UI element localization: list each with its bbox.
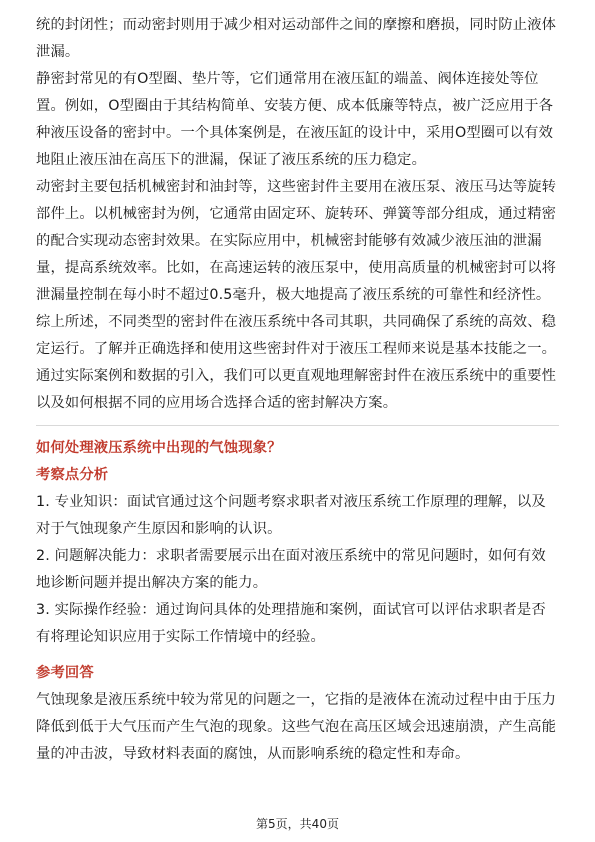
analysis-item: 3. 实际操作经验：通过询问具体的处理措施和案例，面试官可以评估求职者是否有将理论知识应用于实际工作情境中的经验。 bbox=[36, 602, 546, 645]
body-paragraph: 动密封主要包括机械密封和油封等，这些密封件主要用在液压泵、液压马达等旋转部件上。以机械密封为例，它通常由固定环、旋转环、弹簧等部分组成，通过精密的配合实现动态密封效果。在实际应用中，机械密封能够有效减少液压油的泄漏量，提高系统效率。比如，在高速运转的液压泵中，使用高质量的机械密封可以将泄漏量控制在每小时不超过0.5毫升，极大地提高了液压系统的可靠性和经济性。 bbox=[36, 179, 557, 303]
body-paragraph: 综上所述，不同类型的密封件在液压系统中各司其职，共同确保了系统的高效、稳定运行。了解并正确选择和使用这些密封件对于液压工程师来说是基本技能之一。通过实际案例和数据的引入，我们可以更直观地理解密封件在液压系统中的重要性以及如何根据不同的应用场合选择合适的密封解决方案。 bbox=[36, 314, 557, 411]
analysis-item: 1. 专业知识：面试官通过这个问题考察求职者对液压系统工作原理的理解，以及对于气蚀现象产生原因和影响的认识。 bbox=[36, 494, 546, 537]
question-heading: 如何处理液压系统中出现的气蚀现象？ bbox=[36, 440, 282, 456]
section-divider bbox=[36, 425, 559, 426]
analysis-item: 2. 问题解决能力：求职者需要展示出在面对液压系统中的常见问题时，如何有效地诊断问题并提出解决方案的能力。 bbox=[36, 548, 546, 591]
answer-paragraph: 气蚀现象是液压系统中较为常见的问题之一，它指的是液体在流动过程中由于压力降低到低于大气压而产生气泡的现象。这些气泡在高压区域会迅速崩溃，产生高能量的冲击波，导致材料表面的腐蚀，从而影响系统的稳定性和寿命。 bbox=[36, 692, 557, 762]
body-paragraph: 统的封闭性；而动密封则用于减少相对运动部件之间的摩擦和磨损，同时防止液体泄漏。 bbox=[36, 17, 557, 60]
spacer bbox=[36, 651, 559, 660]
page-number: 第5页，共40页 bbox=[256, 817, 339, 831]
body-paragraph: 静密封常见的有O型圈、垫片等，它们通常用在液压缸的端盖、阀体连接处等位置。例如，O型圈由于其结构简单、安装方便、成本低廉等特点，被广泛应用于各种液压设备的密封中。一个具体案例是，在液压缸的设计中，采用O型圈可以有效地阻止液压油在高压下的泄漏，保证了液压系统的压力稳定。 bbox=[36, 71, 554, 168]
answer-title: 参考回答 bbox=[36, 665, 94, 681]
analysis-title: 考察点分析 bbox=[36, 467, 109, 483]
page-content bbox=[36, 12, 559, 768]
